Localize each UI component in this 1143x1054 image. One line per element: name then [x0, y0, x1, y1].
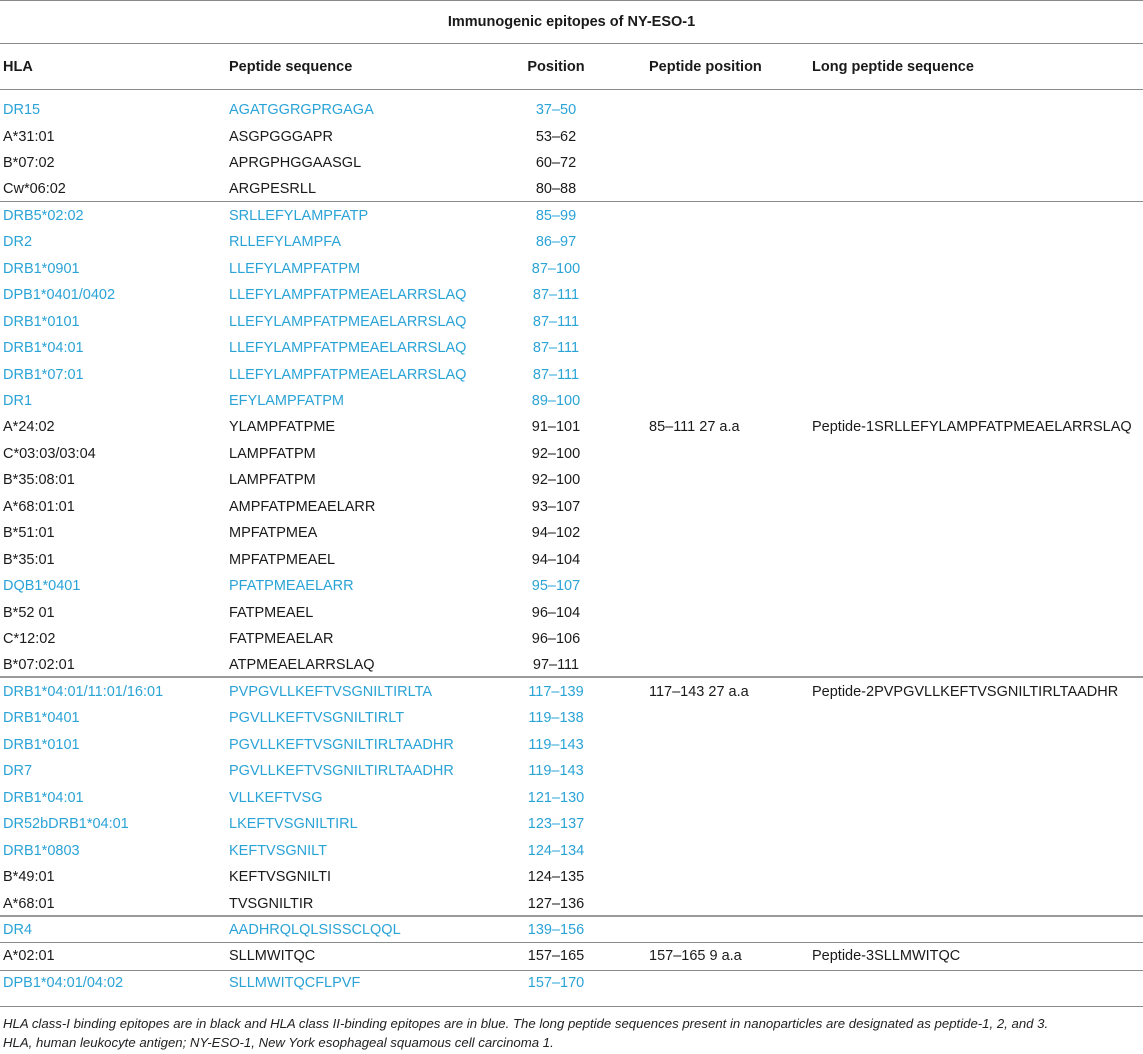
position-cell: 93–107	[531, 498, 581, 515]
hla-cell: DRB1*0803	[3, 842, 80, 859]
peptide-sequence-cell: ARGPESRLL	[229, 181, 317, 198]
peptide-sequence-cell: MPFATPMEA	[229, 525, 318, 542]
position-cell: 87–111	[532, 287, 580, 304]
hla-cell: B*07:02:01	[3, 657, 75, 674]
peptide-sequence-cell: YLAMPFATPME	[229, 419, 336, 436]
group-rule	[0, 970, 1143, 971]
position-cell: 87–111	[532, 366, 580, 383]
peptide-sequence-cell: LLEFYLAMPFATPMEAELARRSLAQ	[229, 313, 467, 330]
hla-cell: DR15	[3, 102, 41, 118]
position-cell: 95–107	[531, 578, 581, 595]
position-cell: 121–130	[527, 789, 585, 806]
header-position: Position	[527, 59, 585, 75]
header-rule	[0, 89, 1143, 90]
header-peptide-position: Peptide position	[649, 59, 762, 75]
peptide-sequence-cell: AMPFATPMEAELARR	[229, 498, 376, 515]
header-peptide-sequence: Peptide sequence	[229, 59, 353, 75]
hla-cell: A*24:02	[3, 419, 55, 436]
position-cell: 92–100	[531, 472, 581, 489]
peptide-sequence-cell: APRGPHGGAASGL	[229, 154, 362, 171]
position-cell: 53–62	[535, 128, 577, 145]
position-cell: 97–111	[532, 657, 580, 674]
peptide-sequence-cell: VLLKEFTVSG	[229, 789, 323, 806]
title-rule	[0, 43, 1143, 44]
peptide-sequence-cell: KEFTVSGNILT	[229, 842, 328, 859]
hla-cell: DRB1*04:01/11:01/16:01	[3, 683, 164, 700]
peptide-sequence-cell: LLEFYLAMPFATPMEAELARRSLAQ	[229, 366, 467, 383]
long-peptide-sequence-cell: Peptide-2PVPGVLLKEFTVSGNILTIRLTAADHR	[812, 683, 1119, 700]
hla-cell: DRB1*04:01	[3, 789, 84, 806]
header-long-peptide-sequence: Long peptide sequence	[812, 59, 974, 75]
hla-cell: Cw*06:02	[3, 181, 66, 198]
peptide-sequence-cell: TVSGNILTIR	[229, 895, 314, 912]
position-cell: 119–138	[528, 710, 584, 727]
hla-cell: DR52bDRB1*04:01	[3, 816, 129, 833]
group-rule	[0, 201, 1143, 202]
group-rule	[0, 915, 1143, 917]
peptide-sequence-cell: PGVLLKEFTVSGNILTIRLTAADHR	[229, 736, 454, 753]
peptide-sequence-cell: RLLEFYLAMPFA	[229, 234, 342, 251]
position-cell: 119–143	[528, 763, 584, 780]
peptide-sequence-cell: ASGPGGGAPR	[229, 128, 333, 145]
position-cell: 124–134	[527, 842, 585, 859]
header-hla: HLA	[3, 59, 33, 75]
peptide-sequence-cell: SLLMWITQC	[229, 948, 316, 965]
peptide-sequence-cell: EFYLAMPFATPM	[229, 392, 344, 409]
group-rule	[0, 676, 1143, 678]
position-cell: 89–100	[531, 392, 581, 409]
hla-cell: DRB1*04:01	[3, 340, 84, 356]
position-cell: 157–165	[527, 948, 585, 965]
position-cell: 85–99	[535, 207, 577, 224]
peptide-sequence-cell: LAMPFATPM	[229, 472, 316, 489]
hla-cell: A*31:01	[3, 128, 55, 145]
peptide-sequence-cell: SRLLEFYLAMPFATP	[229, 207, 369, 224]
table-footnote	[3, 1014, 1141, 1052]
peptide-sequence-cell: PVPGVLLKEFTVSGNILTIRLTA	[229, 683, 433, 700]
position-cell: 87–100	[531, 260, 581, 277]
position-cell: 123–137	[527, 816, 585, 833]
top-rule	[0, 0, 1143, 1]
position-cell: 139–156	[527, 921, 585, 938]
hla-cell: DR2	[3, 234, 33, 251]
peptide-sequence-cell: LLEFYLAMPFATPMEAELARRSLAQ	[229, 340, 467, 356]
hla-cell: A*68:01	[3, 895, 55, 912]
table-title: Immunogenic epitopes of NY-ESO-1	[447, 14, 696, 30]
hla-cell: C*03:03/03:04	[3, 445, 96, 462]
peptide-position-cell: 117–143 27 a.a	[649, 683, 749, 700]
peptide-sequence-cell: LLEFYLAMPFATPMEAELARRSLAQ	[229, 287, 467, 304]
hla-cell: B*35:08:01	[3, 472, 75, 489]
peptide-sequence-cell: PGVLLKEFTVSGNILTIRLTAADHR	[229, 763, 454, 780]
footnote-line: HLA class-I binding epitopes are in black and HLA class II-binding epitopes are in blue. The long peptide sequences present in nanoparticles are designated as peptide-1, 2, and 3.	[3, 1016, 1049, 1031]
position-cell: 92–100	[531, 445, 581, 462]
position-cell: 96–106	[531, 631, 581, 647]
hla-cell: DR7	[3, 763, 33, 780]
hla-cell: DRB1*0901	[3, 260, 80, 277]
hla-cell: A*68:01:01	[3, 498, 75, 515]
hla-cell: DPB1*04:01/04:02	[3, 974, 124, 991]
hla-cell: B*07:02	[3, 154, 55, 171]
position-cell: 119–143	[528, 736, 584, 753]
position-cell: 80–88	[535, 181, 577, 198]
position-cell: 60–72	[535, 154, 577, 171]
hla-cell: DQB1*0401	[3, 578, 81, 595]
peptide-sequence-cell: AGATGGRGPRGAGA	[229, 102, 374, 118]
position-cell: 124–135	[527, 869, 585, 885]
group-rule	[0, 942, 1143, 943]
position-cell: 157–170	[527, 974, 585, 991]
peptide-position-cell: 157–165 9 a.a	[649, 948, 742, 965]
position-cell: 91–101	[531, 419, 581, 436]
hla-cell: C*12:02	[3, 631, 56, 647]
peptide-sequence-cell: PFATPMEAELARR	[229, 578, 354, 595]
peptide-sequence-cell: LLEFYLAMPFATPM	[229, 260, 361, 277]
hla-cell: DRB1*0101	[3, 313, 80, 330]
peptide-sequence-cell: ATPMEAELARRSLAQ	[229, 657, 375, 674]
peptide-position-cell: 85–111 27 a.a	[649, 419, 740, 436]
peptide-sequence-cell: FATPMEAELAR	[229, 631, 334, 647]
hla-cell: B*49:01	[3, 869, 55, 885]
peptide-sequence-cell: KEFTVSGNILTI	[229, 869, 332, 885]
position-cell: 94–102	[531, 525, 581, 542]
bottom-rule	[0, 1006, 1143, 1007]
peptide-sequence-cell: LKEFTVSGNILTIRL	[229, 816, 358, 833]
hla-cell: DRB1*07:01	[3, 366, 84, 383]
hla-cell: DRB5*02:02	[3, 207, 84, 224]
peptide-sequence-cell: SLLMWITQCFLPVF	[229, 974, 361, 991]
peptide-sequence-cell: PGVLLKEFTVSGNILTIRLT	[229, 710, 405, 727]
hla-cell: DRB1*0101	[3, 736, 80, 753]
hla-cell: DR4	[3, 921, 33, 938]
position-cell: 87–111	[532, 313, 580, 330]
hla-cell: B*52 01	[3, 604, 55, 621]
peptide-sequence-cell: FATPMEAEL	[229, 604, 314, 621]
hla-cell: DRB1*0401	[3, 710, 80, 727]
position-cell: 37–50	[535, 102, 577, 118]
hla-cell: B*35:01	[3, 551, 55, 568]
position-cell: 127–136	[527, 895, 585, 912]
peptide-sequence-cell: MPFATPMEAEL	[229, 551, 336, 568]
position-cell: 86–97	[535, 234, 577, 251]
peptide-sequence-cell: AADHRQLQLSISSCLQQL	[229, 921, 401, 938]
hla-cell: A*02:01	[3, 948, 55, 965]
long-peptide-sequence-cell: Peptide-3SLLMWITQC	[812, 948, 961, 965]
position-cell: 117–139	[528, 683, 584, 700]
position-cell: 87–111	[532, 340, 580, 356]
position-cell: 96–104	[531, 604, 581, 621]
peptide-sequence-cell: LAMPFATPM	[229, 445, 316, 462]
hla-cell: DR1	[3, 392, 33, 409]
hla-cell: DPB1*0401/0402	[3, 287, 116, 304]
long-peptide-sequence-cell: Peptide-1SRLLEFYLAMPFATPMEAELARRSLAQ	[812, 419, 1132, 436]
position-cell: 94–104	[531, 551, 581, 568]
hla-cell: B*51:01	[3, 525, 55, 542]
footnote-line: HLA, human leukocyte antigen; NY-ESO-1, New York esophageal squamous cell carcinoma 1.	[3, 1035, 554, 1050]
